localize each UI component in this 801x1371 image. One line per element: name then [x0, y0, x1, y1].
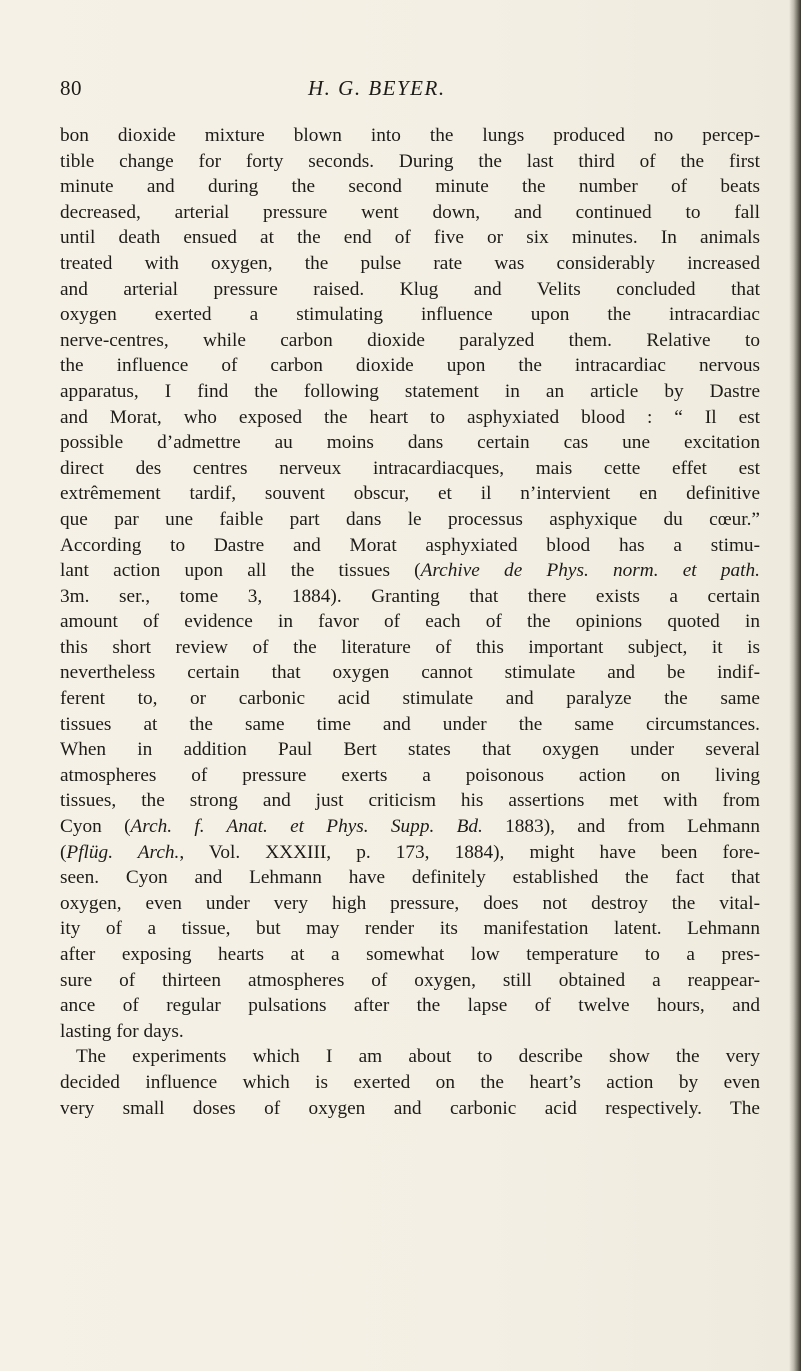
text-line: possible d’admettre au moins dans certain cas une excitation: [60, 432, 760, 454]
text-line: treated with oxygen, the pulse rate was considerably increased: [60, 252, 760, 274]
text-line: ance of regular pulsations after the lapse of twelve hours, and: [60, 995, 760, 1017]
text-line: lasting for days.: [60, 1020, 184, 1042]
text-line: apparatus, I find the following statement in an article by Dastre: [60, 380, 760, 402]
text-line: seen. Cyon and Lehmann have definitely established the fact that: [60, 867, 760, 889]
text-line: the influence of carbon dioxide upon the intracardiac nervous: [60, 355, 760, 377]
text-line: decreased, arterial pressure went down, and continued to fall: [60, 201, 760, 223]
text-line: minute and during the second minute the number of beats: [60, 176, 760, 198]
text-line: until death ensued at the end of five or six minutes. In animals: [60, 227, 760, 249]
text-line: and Morat, who exposed the heart to asphyxiated blood : “ Il est: [60, 406, 760, 428]
text-line: amount of evidence in favor of each of the opinions quoted in: [60, 611, 760, 633]
paragraph: [60, 123, 760, 1044]
text-line: According to Dastre and Morat asphyxiated blood has a stimu-: [60, 534, 760, 556]
journal-title: Archive de Phys. norm. et path.: [420, 560, 760, 582]
journal-title: Arch. f. Anat. et Phys. Supp. Bd.: [130, 816, 483, 838]
text-line: tissues, the strong and just criticism his assertions met with from: [60, 790, 760, 812]
text-line: ferent to, or carbonic acid stimulate and paralyze the same: [60, 688, 760, 710]
paragraph: [60, 1044, 760, 1121]
text-line: nerve-centres, while carbon dioxide paralyzed them. Relative to: [60, 329, 760, 351]
text-line: tible change for forty seconds. During the last third of the first: [60, 150, 760, 172]
page-binding-edge: [789, 0, 801, 1371]
text-line: tissues at the same time and under the same circumstances.: [60, 713, 760, 735]
text-line: after exposing hearts at a somewhat low temperature to a pres-: [60, 944, 760, 965]
text-line: this short review of the literature of this important subject, it is: [60, 636, 760, 658]
text-line: and arterial pressure raised. Klug and Velits concluded that: [60, 278, 760, 300]
text-line: Cyon (Arch. f. Anat. et Phys. Supp. Bd. 1883), and from Lehmann: [60, 816, 760, 838]
running-head: H. G. BEYER.: [308, 76, 446, 100]
text-line: que par une faible part dans le processus asphyxique du cœur.”: [60, 508, 760, 530]
text-line: lant action upon all the tissues (Archive de Phys. norm. et path.: [60, 560, 760, 582]
text-line: ity of a tissue, but may render its manifestation latent. Lehmann: [60, 918, 760, 940]
text-line: When in addition Paul Bert states that oxygen under several: [60, 739, 760, 761]
text-line: oxygen exerted a stimulating influence upon the intracardiac: [60, 304, 760, 326]
text-line: sure of thirteen atmospheres of oxygen, still obtained a reappear-: [60, 969, 760, 991]
text-line: extrêmement tardif, souvent obscur, et il n’intervient en definitive: [60, 483, 760, 505]
text-line: The experiments which I am about to describe show the very: [76, 1046, 760, 1068]
page-number: 80: [60, 76, 82, 100]
text-line: very small doses of oxygen and carbonic acid respectively. The: [60, 1097, 760, 1119]
body-text: [60, 123, 760, 1121]
text-line: nevertheless certain that oxygen cannot stimulate and be indif-: [60, 662, 760, 684]
text-line: direct des centres nerveux intracardiacques, mais cette effet est: [60, 457, 760, 479]
text-line: (Pflüg. Arch., Vol. XXXIII, p. 173, 1884), might have been fore-: [60, 841, 760, 863]
journal-title: Pflüg. Arch.: [66, 841, 180, 863]
text-line: bon dioxide mixture blown into the lungs produced no percep-: [60, 125, 760, 146]
text-line: decided influence which is exerted on the heart’s action by even: [60, 1071, 760, 1093]
page-header: [60, 76, 760, 106]
text-line: 3m. ser., tome 3, 1884). Granting that there exists a certain: [60, 585, 760, 607]
text-line: atmospheres of pressure exerts a poisonous action on living: [60, 764, 760, 786]
text-line: oxygen, even under very high pressure, does not destroy the vital-: [60, 892, 760, 914]
